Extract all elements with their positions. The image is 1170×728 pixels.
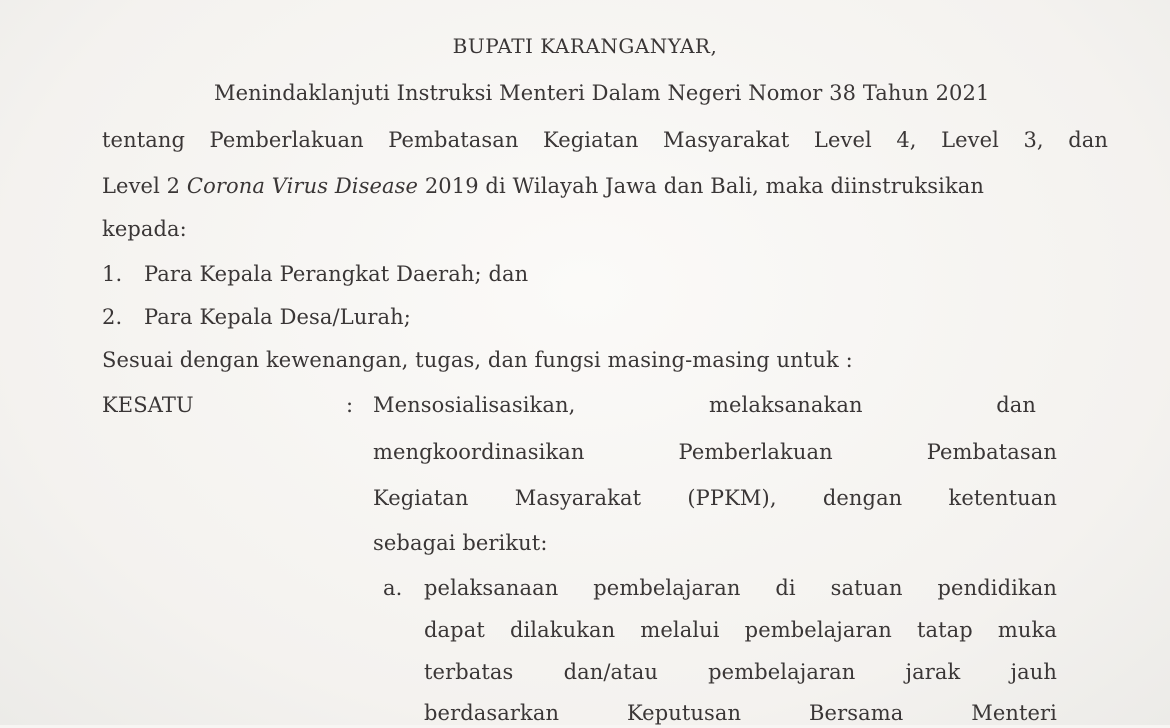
recipient-1-number: 1. <box>102 262 123 286</box>
kesatu-line-1: Mensosialisasikan, melaksanakan dan <box>373 393 1036 417</box>
item-a-line-2: dapat dilakukan melalui pembelajaran tatap muka <box>424 618 1057 642</box>
item-a-marker: a. <box>383 576 403 600</box>
item-a-line-3: terbatas dan/atau pembelajaran jarak jauh <box>424 660 1057 684</box>
intro-line-1: Menindaklanjuti Instruksi Menteri Dalam Negeri Nomor 38 Tahun 2021 <box>214 81 990 105</box>
recipient-2-text: Para Kepala Desa/Lurah; <box>144 305 411 329</box>
recipient-1-text: Para Kepala Perangkat Daerah; dan <box>144 262 529 286</box>
intro-line-3 <box>102 171 984 201</box>
item-a-line-4: berdasarkan Keputusan Bersama Menteri <box>424 701 1057 725</box>
intro-line-3-prefix: Level 2 <box>102 174 181 198</box>
kesatu-colon: : <box>346 393 354 417</box>
document-title: BUPATI KARANGANYAR, <box>452 34 718 58</box>
kesatu-label: KESATU <box>102 393 194 417</box>
intro-line-4: kepada: <box>102 217 187 241</box>
recipient-2-number: 2. <box>102 305 123 329</box>
kesatu-line-3: Kegiatan Masyarakat (PPKM), dengan ketentuan <box>373 486 1057 510</box>
kesatu-line-4: sebagai berikut: <box>373 531 548 555</box>
intro-line-3-suffix: 2019 di Wilayah Jawa dan Bali, maka diinstruksikan <box>424 174 985 198</box>
kesatu-line-2: mengkoordinasikan Pemberlakuan Pembatasan <box>373 440 1057 464</box>
intro-line-2: tentang Pemberlakuan Pembatasan Kegiatan Masyarakat Level 4, Level 3, dan <box>102 128 1108 152</box>
intro-line-3-italic: Corona Virus Disease <box>186 174 419 198</box>
item-a-line-1: pelaksanaan pembelajaran di satuan pendidikan <box>424 576 1057 600</box>
closing-line: Sesuai dengan kewenangan, tugas, dan fungsi masing-masing untuk : <box>102 348 853 372</box>
